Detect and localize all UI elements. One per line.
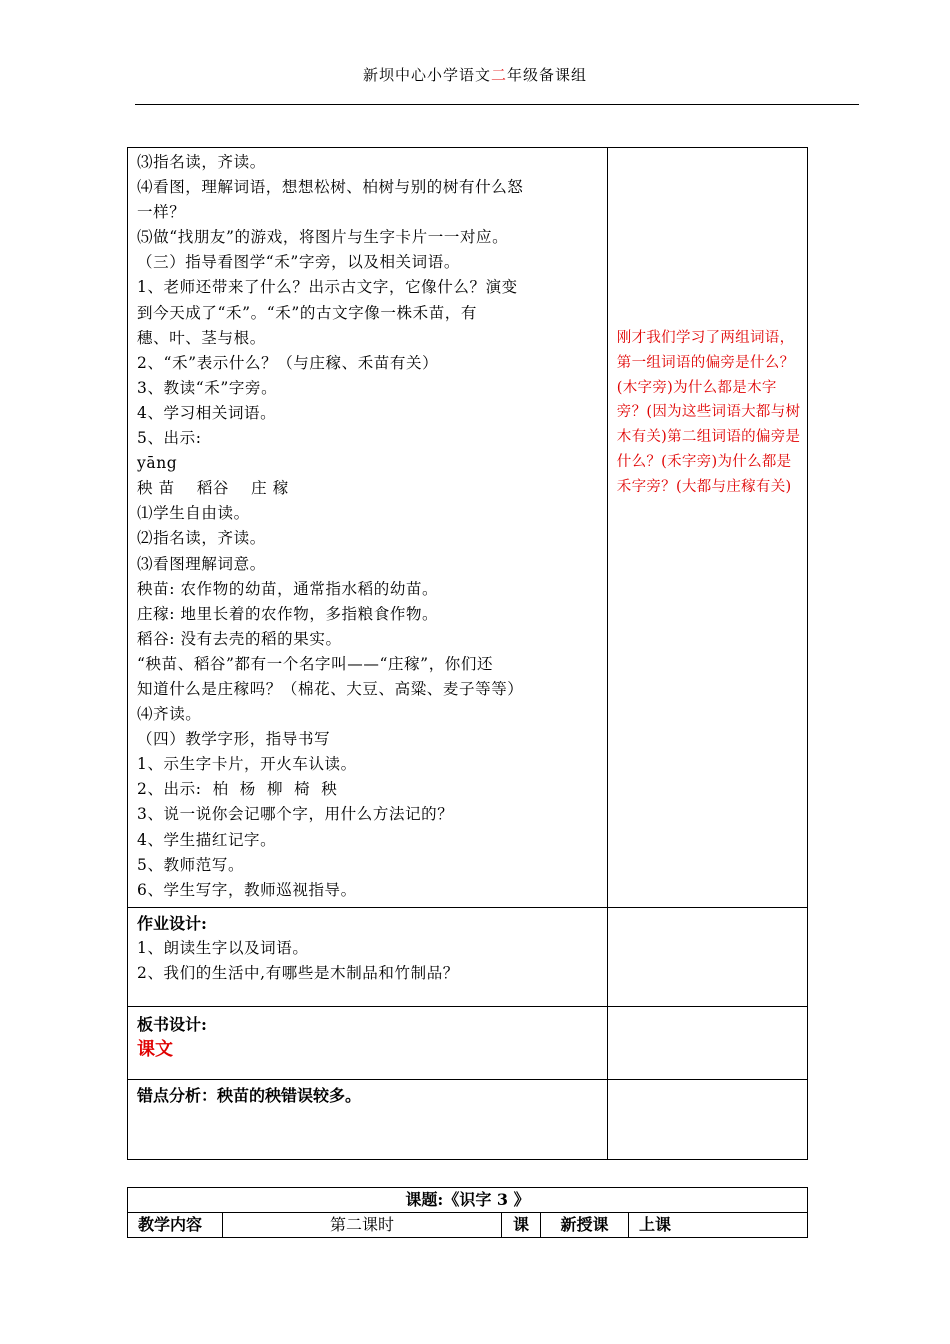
process-line: yāng xyxy=(137,454,178,473)
teaching-content-label: 教学内容 xyxy=(128,1213,223,1238)
process-line: “秧苗、稻谷”都有一个名字叫——“庄稼”，你们还 xyxy=(137,654,494,673)
process-line: 4、学习相关词语。 xyxy=(137,403,277,422)
process-line: 3、教读“禾”字旁。 xyxy=(137,378,278,397)
page-header xyxy=(0,64,950,85)
process-line: 知道什么是庄稼吗？（棉花、大豆、高粱、麦子等等） xyxy=(137,679,524,698)
board-notes-cell xyxy=(607,1007,807,1080)
process-line: ⑶看图理解词意。 xyxy=(137,554,266,573)
lesson-title: 课题:《识字 3 》 xyxy=(405,1190,530,1209)
process-line: 穗、叶、茎与根。 xyxy=(137,328,266,347)
lesson-type-label: 课 xyxy=(502,1213,541,1238)
header-text-1: 新坝中心小学语文 xyxy=(362,66,491,84)
process-line: 2、“禾”表示什么？（与庄稼、禾苗有关） xyxy=(137,353,439,372)
board-design-cell xyxy=(128,1007,608,1080)
process-line: 庄稼: 地里长着的农作物，多指粮食作物。 xyxy=(137,604,439,623)
process-line: 到今天成了“禾”。“禾”的古文字像一株禾苗，有 xyxy=(137,303,477,322)
process-line: 4、学生描红记字。 xyxy=(137,830,277,849)
process-line: 3、说一说你会记哪个字，用什么方法记的？ xyxy=(137,805,454,824)
process-lines xyxy=(137,150,599,903)
process-line: 秧 苗 稻谷 庄 稼 xyxy=(137,479,289,498)
homework-title: 作业设计: xyxy=(137,914,207,933)
process-line: 秧苗: 农作物的幼苗，通常指水稻的幼苗。 xyxy=(137,579,439,598)
header-text-red: 二 xyxy=(490,66,507,84)
process-line: ⑷齐读。 xyxy=(137,705,202,724)
lesson-plan-table xyxy=(127,147,808,1160)
side-note: 刚才我们学习了两组词语，第一组词语的偏旁是什么？(木字旁)为什么都是木字旁？(因为这些词语大都与树木有关)第二组词语的偏旁是什么？(禾字旁)为什么都是禾字旁？(大都与庄稼有关) xyxy=(616,330,801,495)
process-line: ⑸做“找朋友”的游戏，将图片与生字卡片一一对应。 xyxy=(137,228,509,247)
process-line: （四）教学字形，指导书写 xyxy=(137,730,331,749)
process-line: ⑷看图，理解词语，想想松树、柏树与别的树有什么怒 xyxy=(137,178,524,197)
error-analysis-text: 错点分析：秧苗的秧错误较多。 xyxy=(137,1086,362,1105)
board-design-title: 板书设计: xyxy=(137,1015,207,1034)
process-line: ⑶指名读，齐读。 xyxy=(137,153,266,171)
board-design-content: 课文 xyxy=(137,1039,173,1060)
process-line: ⑵指名读，齐读。 xyxy=(137,529,266,548)
homework-item: 1、朗读生字以及词语。 xyxy=(137,939,309,957)
process-line: 6、学生写字，教师巡视指导。 xyxy=(137,880,357,899)
error-notes-cell xyxy=(607,1080,807,1160)
process-line: 2、出示: 柏 杨 柳 椅 秧 xyxy=(137,780,338,799)
process-line: 1、示生字卡片，开火车认读。 xyxy=(137,755,357,774)
process-line: （三）指导看图学“禾”字旁，以及相关词语。 xyxy=(137,253,460,272)
process-line: 稻谷: 没有去壳的稻的果实。 xyxy=(137,629,342,648)
process-line: 5、教师范写。 xyxy=(137,855,245,874)
lesson-period: 第二课时 xyxy=(223,1213,502,1238)
process-line: 一样？ xyxy=(137,203,186,222)
lesson-type: 新授课 xyxy=(541,1213,629,1238)
error-analysis-cell xyxy=(128,1080,608,1160)
notes-cell xyxy=(607,148,807,908)
second-lesson-table xyxy=(127,1187,808,1238)
header-text-2: 年级备课组 xyxy=(507,66,588,84)
homework-cell xyxy=(128,908,608,1007)
class-label: 上课 xyxy=(629,1213,808,1238)
teaching-process-cell xyxy=(128,148,608,908)
lesson-title-cell xyxy=(128,1188,808,1213)
process-line: ⑴学生自由读。 xyxy=(137,504,250,523)
process-line: 1、老师还带来了什么？出示古文字，它像什么？演变 xyxy=(137,278,518,297)
header-rule xyxy=(135,104,859,105)
homework-item: 2、我们的生活中,有哪些是木制品和竹制品？ xyxy=(137,964,459,983)
process-line: 5、出示: xyxy=(137,429,202,448)
homework-notes-cell xyxy=(607,908,807,1007)
